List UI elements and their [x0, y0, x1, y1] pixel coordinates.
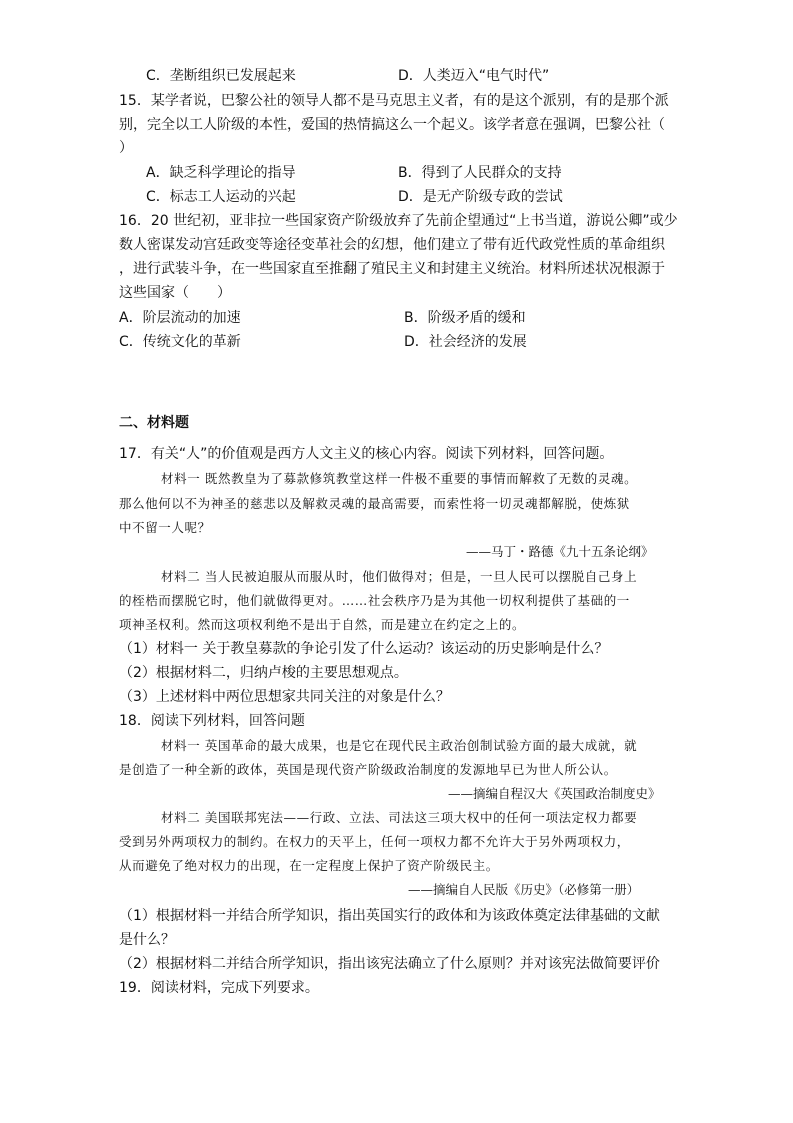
q17-subquestion-1: （1）材料一 关于教皇募款的争论引发了什么运动？该运动的历史影响是什么？ — [119, 641, 609, 657]
q18-stem: 18．阅读下列材料，回答问题 — [119, 713, 305, 729]
q18-material1-line2: 是创造了一种全新的政体，英国是现代资产阶级政治制度的发源地早已为世人所公认。 — [119, 762, 617, 777]
q18-material2-line2: 受到另外两项权力的制约。在权力的天平上，任何一项权力都不允许大于另外两项权力， — [119, 834, 630, 849]
q15-stem-line3: ） — [119, 140, 133, 156]
q16-option-b: B．阶级矛盾的缓和 — [404, 310, 526, 326]
q19-stem: 19．阅读材料，完成下列要求。 — [119, 980, 319, 996]
q16-stem-line1: 16．20 世纪初，亚非拉一些国家资产阶级放弃了先前企望通过“上书当道，游说公卿”或少 — [119, 213, 678, 229]
q17-stem: 17．有关“人”的价值观是西方人文主义的核心内容。阅读下列材料，回答问题。 — [119, 446, 614, 462]
q15-option-d: D．是无产阶级专政的尝试 — [398, 189, 563, 205]
q16-stem-line3: ，进行武装斗争，在一些国家直至推翻了殖民主义和封建主义统治。材料所述状况根源于 — [119, 261, 665, 277]
q18-subquestion-1-line1: （1）根据材料一并结合所学知识，指出英国实行的政体和为该政体奠定法律基础的文献 — [119, 908, 660, 924]
q16-option-c: C．传统文化的革新 — [119, 334, 241, 350]
q16-stem-line4: 这些国家（ ） — [119, 285, 231, 301]
q17-material1-source: ——马丁・路德《九十五条论纲》 — [466, 544, 654, 559]
q15-stem-line2: 别，完全以工人阶级的本性，爱国的热情搞这么一个起义。该学者意在强调，巴黎公社（ — [119, 117, 665, 133]
q17-material2-line1: 材料二 当人民被迫服从而服从时，他们做得对；但是，一旦人民可以摆脱自己身上 — [161, 569, 638, 584]
q18-subquestion-2: （2）根据材料二并结合所学知识，指出该宪法确立了什么原则？并对该宪法做简要评价 — [119, 956, 660, 972]
q16-option-d: D．社会经济的发展 — [404, 334, 527, 350]
q16-stem-line2: 数人密谋发动宫廷政变等途径变革社会的幻想，他们建立了带有近代政党性质的革命组织 — [119, 237, 665, 253]
q17-material1-line2: 那么他何以不为神圣的慈悲以及解救灵魂的最高需要，而索性将一切灵魂都解脱，使炼狱 — [119, 496, 630, 511]
q18-material1-source: ——摘编自程汉大《英国政治制度史》 — [448, 786, 661, 801]
q15-option-c: C．标志工人运动的兴起 — [146, 189, 296, 205]
q17-subquestion-2: （2）根据材料二，归纳卢梭的主要思想观点。 — [119, 665, 408, 681]
q17-material2-line2: 的桎梏而摆脱它时，他们就做得更对。……社会秩序乃是为其他一切权利提供了基础的一 — [119, 593, 630, 608]
q15-stem-line1: 15．某学者说，巴黎公社的领导人都不是马克思主义者，有的是这个派别，有的是那个派 — [119, 93, 669, 109]
q17-material1-line1: 材料一 既然教皇为了募款修筑教堂这样一件极不重要的事情而解救了无数的灵魂。 — [161, 471, 638, 486]
q15-option-b: B．得到了人民群众的支持 — [398, 165, 562, 181]
q16-option-a: A．阶层流动的加速 — [119, 310, 241, 326]
q18-material1-line1: 材料一 英国革命的最大成果，也是它在现代民主政治创制试验方面的最大成就，就 — [161, 738, 638, 753]
q14-option-d: D．人类迈入“电气时代” — [398, 68, 550, 84]
q18-material2-source: ——摘编自人民版《历史》（必修第一册） — [408, 882, 640, 897]
q18-material2-line3: 从而避免了绝对权力的出现，在一定程度上保护了资产阶级民主。 — [119, 858, 499, 873]
q18-subquestion-1-line2: 是什么？ — [119, 932, 175, 948]
section-title-materials: 二、材料题 — [119, 415, 189, 431]
q17-subquestion-3: （3）上述材料中两位思想家共同关注的对象是什么？ — [119, 689, 450, 705]
q14-option-c: C．垄断组织已发展起来 — [146, 68, 296, 84]
q18-material2-line1: 材料二 美国联邦宪法——行政、立法、司法这三项大权中的任何一项法定权力都要 — [161, 810, 638, 825]
q17-material2-line3: 项神圣权利。然而这项权利绝不是出于自然，而是建立在约定之上的。 — [119, 617, 526, 632]
q15-option-a: A．缺乏科学理论的指导 — [146, 165, 296, 181]
q17-material1-line3: 中不留一人呢？ — [119, 520, 211, 535]
